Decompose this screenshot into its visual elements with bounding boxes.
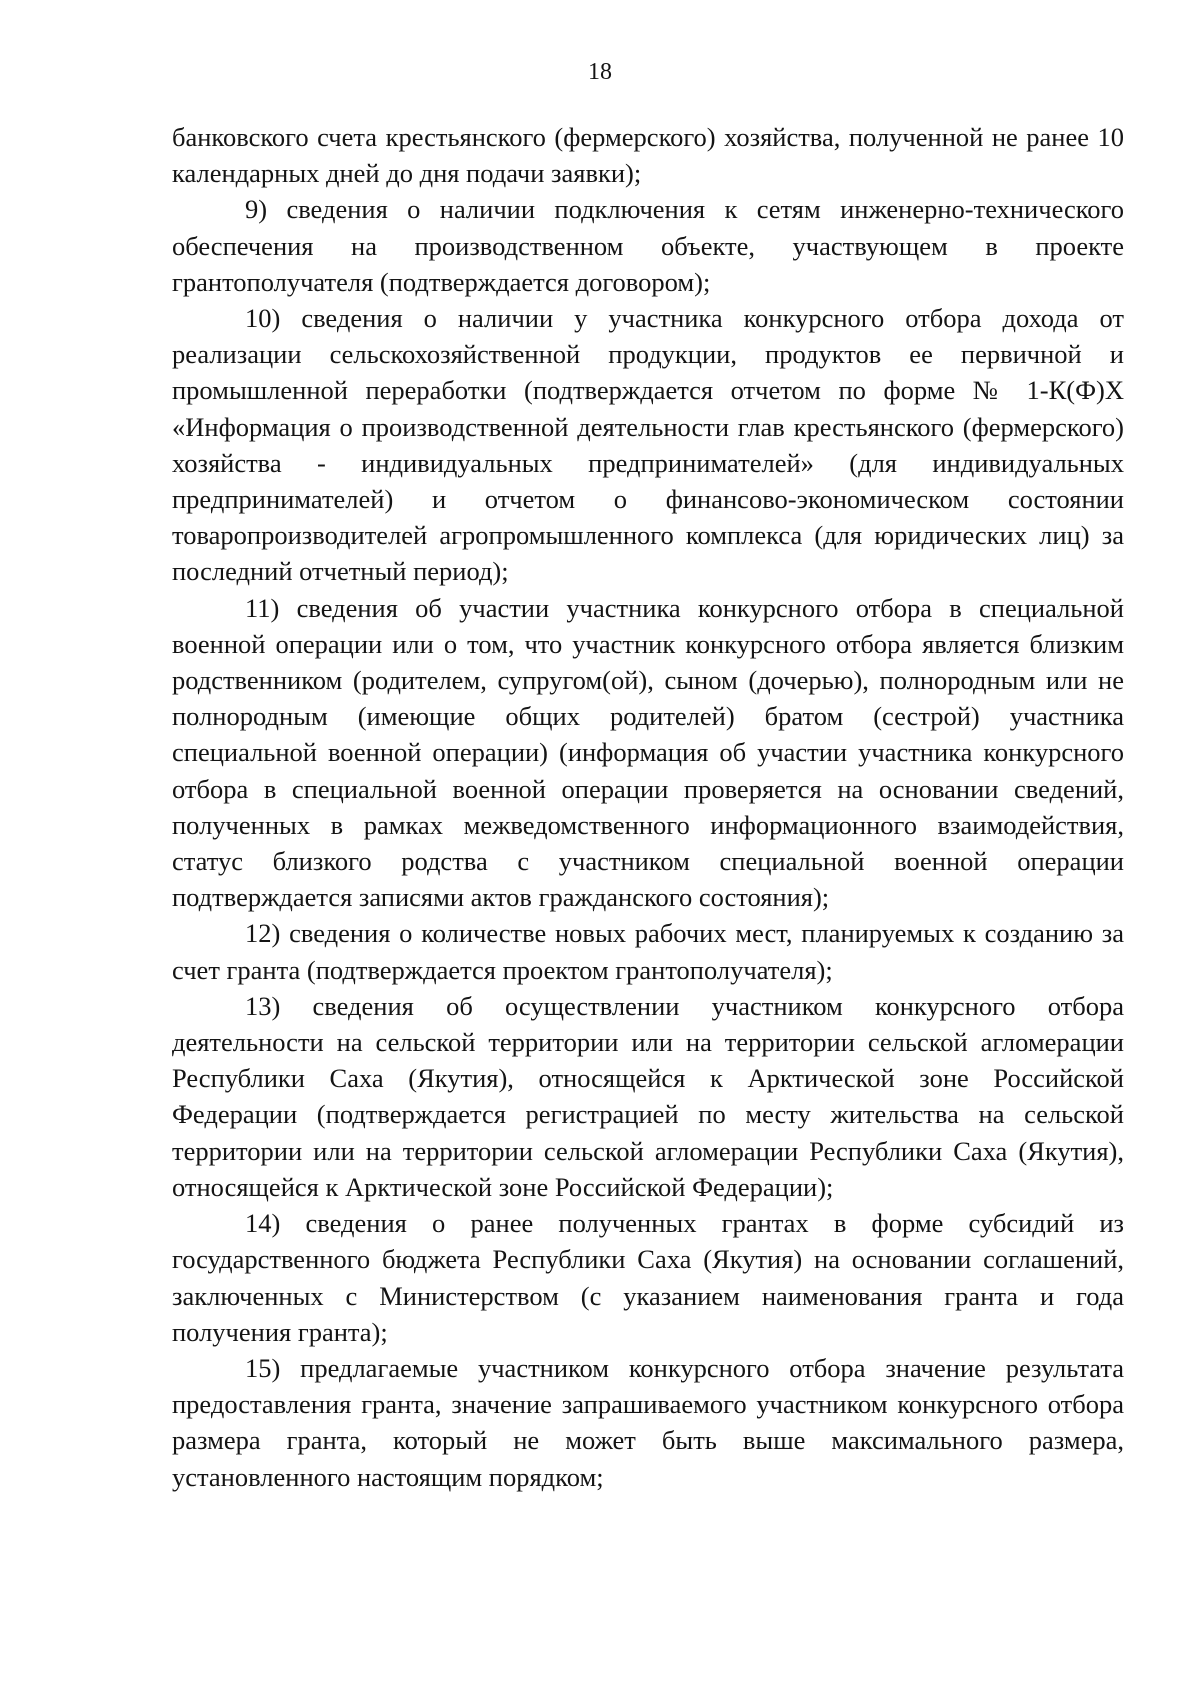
paragraph-item-15: 15) предлагаемые участником конкурсного отбора значение результата предоставления гранта, значение запрашиваемого участником конкурсного отбора размера гранта, который не может быть выше максимального размера, установленного настоящим порядком; (172, 1352, 1124, 1492)
page-number: 18 (588, 59, 612, 85)
paragraph-item-12: 12) сведения о количестве новых рабочих мест, планируемых к созданию за счет гранта (подтверждается проектом грантополучателя); (172, 918, 1124, 985)
paragraph-item-13: 13) сведения об осуществлении участником конкурсного отбора деятельности на сельской территории или на территории сельской агломерации Республики Саха (Якутия), относящейся к Арктической зоне Российской Федерации (подтверждается регистрацией по месту жительства на сельской территории или на территории сельской агломерации Республики Саха (Якутия), относящейся к Арктической зоне Российской Федерации); (172, 990, 1124, 1202)
paragraph-item-10: 10) сведения о наличии у участника конкурсного отбора дохода от реализации сельскохозяйственной продукции, продуктов ее первичной и промышленной переработки (подтверждается отчетом по форме № 1-К(Ф)Х «Информация о производственной деятельности глав крестьянского (фермерского) хозяйства - индивидуальных предпринимателей» (для индивидуальных предпринимателей) и отчетом о финансово-экономическом состоянии товаропроизводителей агропромышленного комплекса (для юридических лиц) за последний отчетный период); (172, 303, 1124, 587)
paragraph-item-11: 11) сведения об участии участника конкурсного отбора в специальной военной операции или о том, что участник конкурсного отбора является близким родственником (родителем, супругом(ой), сыном (дочерью), полнородным или не полнородным (имеющие общих родителей) братом (сестрой) участника специальной военной операции) (информация об участии участника конкурсного отбора в специальной военной операции проверяется на основании сведений, полученных в рамках межведомственного информационного взаимодействия, статус близкого родства с участником специальной военной операции подтверждается записями актов гражданского состояния); (172, 592, 1124, 913)
document-body (172, 119, 1124, 1495)
paragraph-item-9: 9) сведения о наличии подключения к сетям инженерно-технического обеспечения на производственном объекте, участвующем в проекте грантополучателя (подтверждается договором); (172, 194, 1124, 297)
paragraph-item-14: 14) сведения о ранее полученных грантах в форме субсидий из государственного бюджета Республики Саха (Якутия) на основании соглашений, заключенных с Министерством (с указанием наименования гранта и года получения гранта); (172, 1208, 1124, 1347)
paragraph-continuation: банковского счета крестьянского (фермерского) хозяйства, полученной не ранее 10 календарных дней до дня подачи заявки); (172, 122, 1124, 189)
